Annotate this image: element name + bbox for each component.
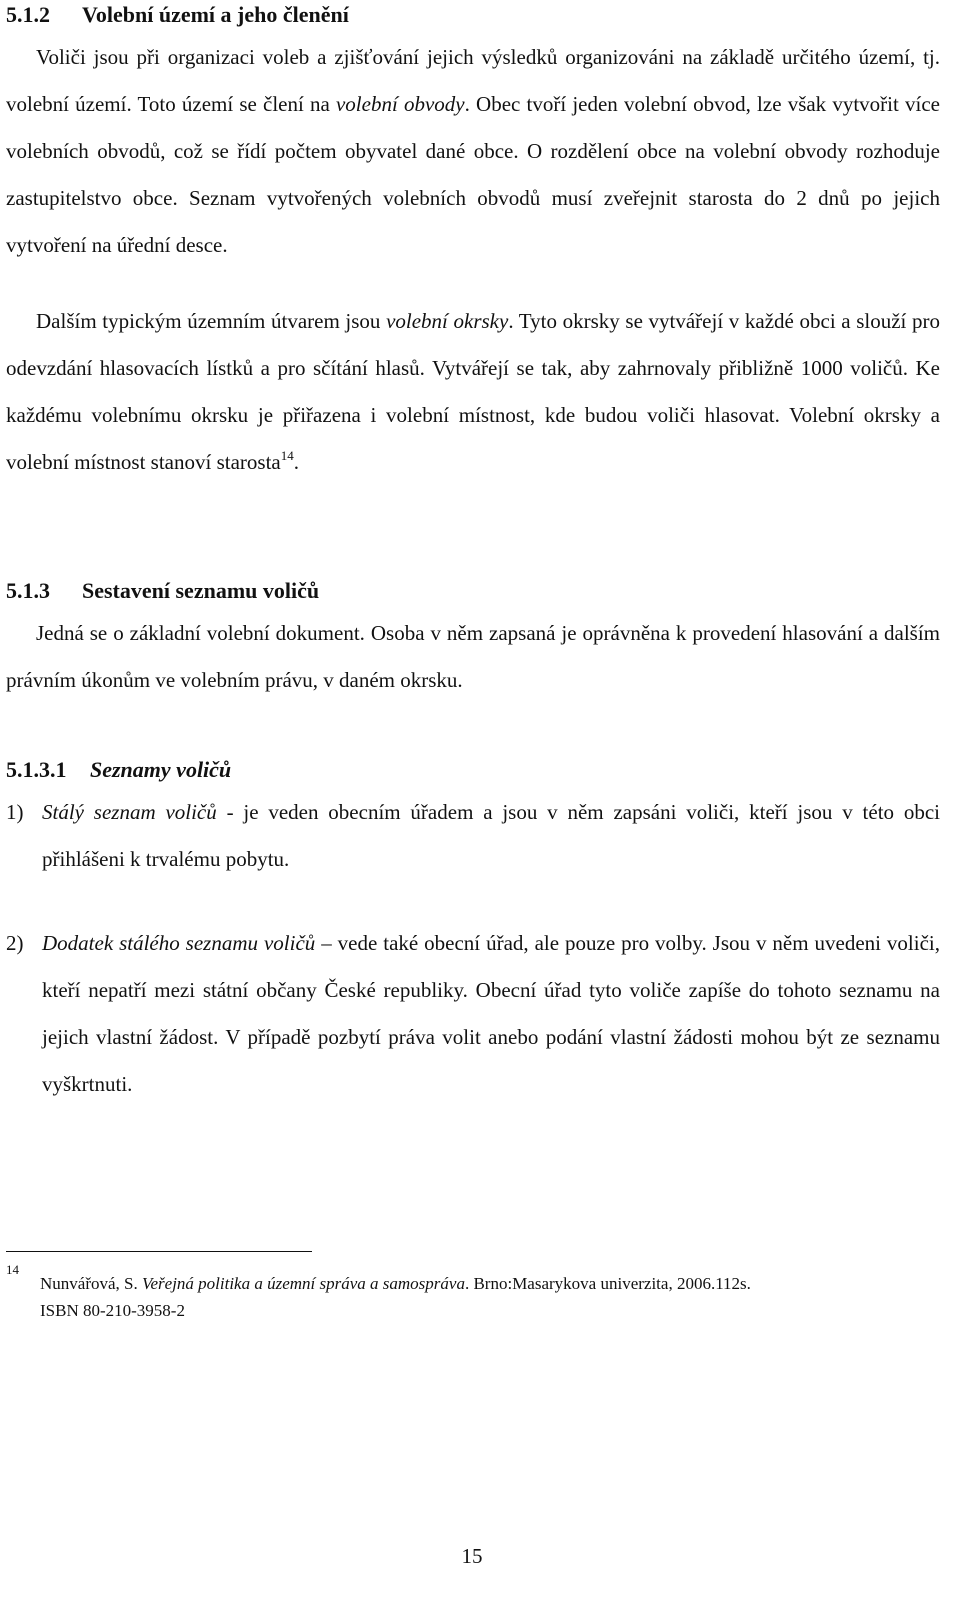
section-number: 5.1.2	[6, 2, 50, 27]
paragraph-text: . Obec tvoří jeden volební obvod, lze však vytvořit více volebních obvodů, což se řídí počtem obyvatel dané obce. O rozdělení obce na volební obvody rozhoduje zastupitelstvo obce. Seznam vytvořených volebních obvodů musí zveřejnit starosta do 2 dnů po jejich vytvoření na úřední desce.	[6, 92, 940, 257]
footnote-number: 14	[6, 1262, 19, 1277]
paragraph-text: . Tyto okrsky se vytvářejí v každé obci a slouží pro odevzdání hlasovacích lístků a pro sčítání hlasů. Vytvářejí se tak, aby zahrnovaly přibližně 1000 voličů. Ke každému volebnímu okrsku je přiřazena i volební místnost, kde budou voliči hlasovat. Volební okrsky a volební místnost stanoví starosta	[6, 309, 940, 474]
emphasis-staly-seznam: Stálý seznam voličů	[42, 800, 217, 824]
section-title: Sestavení seznamu voličů	[82, 578, 320, 603]
paragraph-volebni-obvody	[6, 34, 940, 269]
footnote-isbn: ISBN 80-210-3958-2	[40, 1301, 185, 1320]
footnote-reference: 14	[280, 448, 294, 463]
footnote-book-title: Veřejná politika a územní správa a samospráva	[141, 1274, 465, 1293]
paragraph-seznam-volicu	[6, 610, 940, 704]
section-number: 5.1.3.1	[6, 757, 67, 782]
list-item-1	[6, 789, 940, 883]
paragraph-text: Jedná se o základní volební dokument. Osoba v něm zapsaná je oprávněna k provedení hlasování a dalším právním úkonům ve volebním právu, v daném okrsku.	[6, 621, 940, 692]
paragraph-text: Voliči jsou při organizaci voleb a zjišťování jejich výsledků organizováni na základě určitého území, tj. volební území. Toto území se člení na	[6, 45, 940, 116]
list-item-2	[6, 920, 940, 1108]
footnote	[6, 1262, 946, 1324]
list-text: – vede také obecní úřad, ale pouze pro volby. Jsou v něm uvedeni voliči, kteří nepatří mezi státní občany České republiky. Obecní úřad tyto voliče zapíše do tohoto seznamu na jejich vlastní žádost. V případě pozbytí práva volit anebo podání vlastní žádosti mohou být ze seznamu vyškrtnuti.	[42, 931, 940, 1096]
footnote-author: Nunvářová, S.	[40, 1274, 142, 1293]
section-title: Volební území a jeho členění	[82, 2, 349, 27]
section-heading-5-1-2	[6, 2, 349, 28]
page-number: 15	[461, 1544, 483, 1568]
section-number: 5.1.3	[6, 578, 50, 603]
list-item-text	[42, 920, 940, 1108]
emphasis-volebni-obvody: volební obvody	[335, 92, 465, 116]
footnote-publisher: . Brno:Masarykova univerzita, 2006.112s.	[464, 1274, 751, 1293]
paragraph-volebni-okrsky	[6, 298, 940, 486]
emphasis-volebni-okrsky: volební okrsky	[386, 309, 509, 333]
list-number: 2)	[6, 931, 24, 955]
paragraph-text: Dalším typickým územním útvarem jsou	[36, 309, 387, 333]
paragraph-text: .	[293, 450, 299, 474]
list-number: 1)	[6, 800, 24, 824]
emphasis-dodatek: Dodatek stálého seznamu voličů	[42, 931, 316, 955]
section-heading-5-1-3-1	[6, 757, 231, 783]
footnote-separator	[6, 1251, 312, 1252]
footnote-text	[40, 1270, 946, 1324]
list-item-text	[42, 789, 940, 883]
section-title: Seznamy voličů	[90, 757, 232, 782]
list-text: - je veden obecním úřadem a jsou v něm zapsáni voliči, kteří jsou v této obci přihlášeni k trvalému pobytu.	[42, 800, 940, 871]
section-heading-5-1-3	[6, 578, 319, 604]
